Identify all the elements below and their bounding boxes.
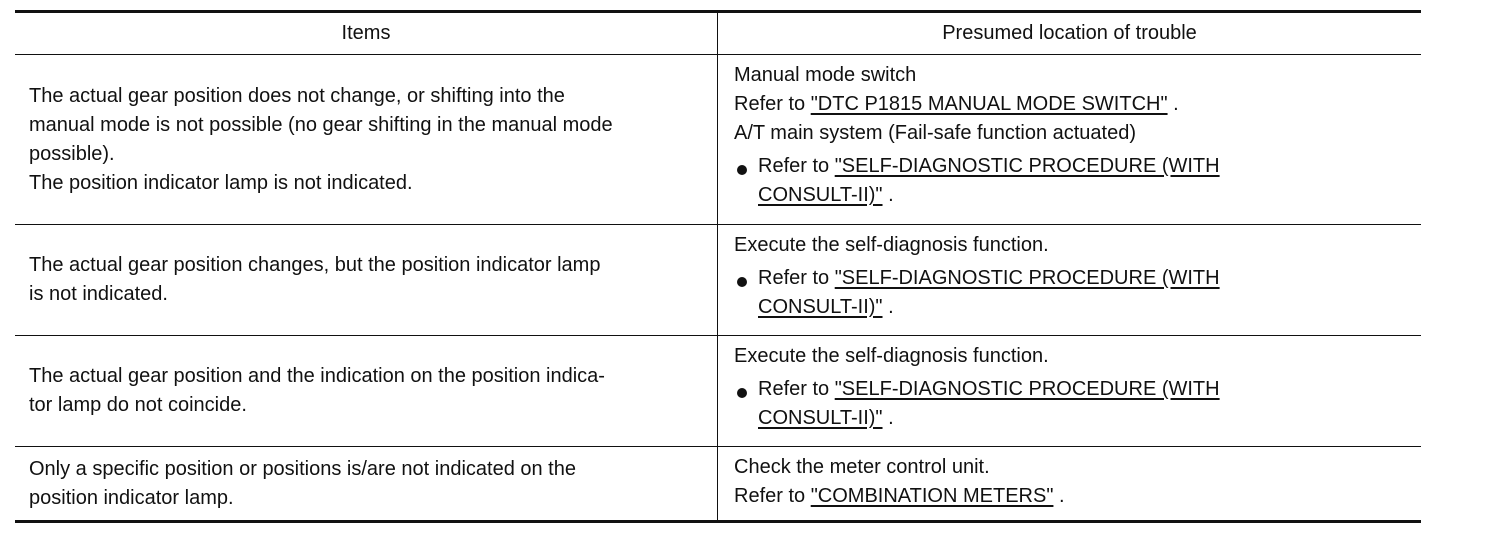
location-cell (718, 225, 1421, 335)
bullet-suffix: . (882, 184, 894, 206)
items-text: is not indicated. (29, 283, 168, 305)
bullet-item (734, 264, 1405, 322)
self-diagnostic-link[interactable]: "SELF-DIAGNOSTIC PROCEDURE (WITH (834, 378, 1220, 400)
items-text: The position indicator lamp is not indicated. (29, 171, 413, 194)
items-text: tor lamp do not coincide. (29, 394, 247, 416)
location-cell (718, 447, 1421, 520)
table-row (15, 225, 1421, 336)
refer-prefix: Refer to (734, 93, 811, 115)
header-items: Items (15, 13, 718, 54)
location-text: Execute the self-diagnosis function. (734, 345, 1049, 367)
bullet-line (758, 375, 1405, 404)
refer-suffix: . (1053, 485, 1065, 507)
items-text: The actual gear position does not change, or shifting into the (29, 84, 565, 107)
location-text: Check the meter control unit. (734, 456, 990, 478)
self-diagnostic-link[interactable]: CONSULT-II)" (758, 407, 883, 429)
combination-meters-link[interactable]: "COMBINATION METERS" (810, 485, 1054, 507)
items-text: manual mode is not possible (no gear shifting in the manual mode (29, 113, 613, 136)
refer-suffix: . (1167, 93, 1179, 115)
refer-line (734, 482, 1405, 511)
bullet-item (734, 152, 1405, 210)
table-row (15, 336, 1421, 447)
items-cell (15, 336, 718, 446)
bullet-icon (737, 388, 747, 398)
bullet-item (734, 375, 1405, 433)
items-text: position indicator lamp. (29, 486, 234, 509)
items-cell (15, 447, 718, 520)
location-text: Manual mode switch (734, 64, 917, 86)
items-text: The actual gear position and the indication on the position indica- (29, 365, 605, 387)
self-diagnostic-link[interactable]: CONSULT-II)" (758, 184, 883, 206)
items-text: possible). (29, 142, 115, 165)
self-diagnostic-link[interactable]: CONSULT-II)" (758, 296, 883, 318)
bullet-icon (737, 277, 747, 287)
bullet-prefix: Refer to (758, 155, 835, 177)
location-cell (718, 55, 1421, 224)
bullet-suffix: . (882, 407, 894, 429)
items-cell (15, 225, 718, 335)
items-text: The actual gear position changes, but the position indicator lamp (29, 254, 601, 276)
trouble-diagnosis-table (15, 10, 1421, 523)
dtc-p1815-link[interactable]: "DTC P1815 MANUAL MODE SWITCH" (810, 93, 1168, 115)
bullet-prefix: Refer to (758, 378, 835, 400)
items-text: Only a specific position or positions is/are not indicated on the (29, 457, 576, 480)
self-diagnostic-link[interactable]: "SELF-DIAGNOSTIC PROCEDURE (WITH (834, 267, 1220, 289)
bullet-line (758, 264, 1405, 293)
table-row (15, 55, 1421, 225)
location-text: Execute the self-diagnosis function. (734, 234, 1049, 256)
bullet-line (758, 152, 1405, 181)
self-diagnostic-link[interactable]: "SELF-DIAGNOSTIC PROCEDURE (WITH (834, 155, 1220, 177)
bullet-suffix: . (882, 296, 894, 318)
items-cell (15, 55, 718, 224)
header-location: Presumed location of trouble (942, 22, 1197, 44)
bullet-prefix: Refer to (758, 267, 835, 289)
table-header-row (15, 13, 1421, 55)
location-cell (718, 336, 1421, 446)
refer-line (734, 90, 1405, 119)
bullet-line (758, 181, 1405, 210)
bullet-icon (737, 165, 747, 175)
location-text: A/T main system (Fail-safe function actuated) (734, 122, 1137, 144)
bullet-line (758, 404, 1405, 433)
table-row (15, 447, 1421, 520)
bullet-line (758, 293, 1405, 322)
refer-prefix: Refer to (734, 485, 811, 507)
